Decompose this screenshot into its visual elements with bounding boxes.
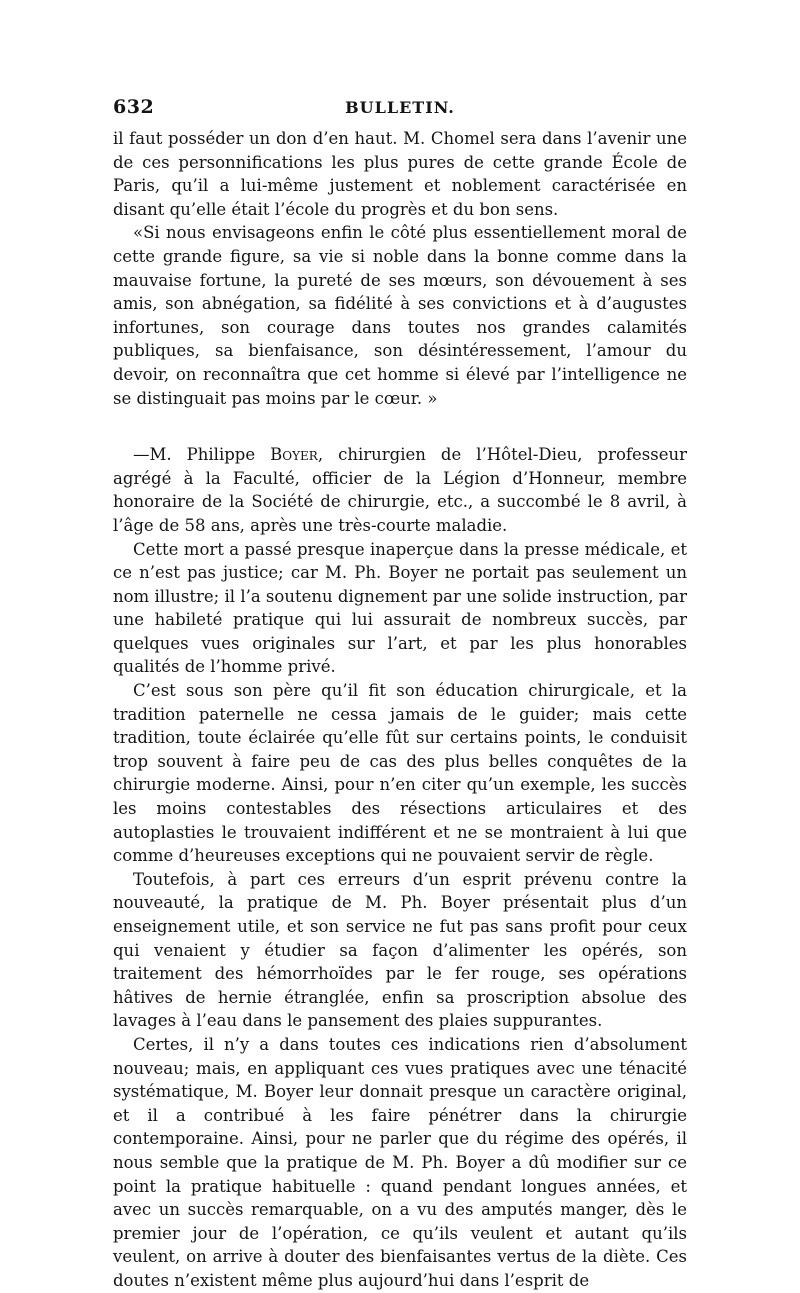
page-number: 632 (113, 96, 155, 118)
paragraph-chomel-continued: il faut posséder un don d’en haut. M. Chomel sera dans l’avenir une de ces personnifications les plus pures de cette grande École de Paris, qu’il a lui-même justement et noblement caractérisée en disant qu’elle était l’école du progrès et du bon sens. (113, 129, 687, 219)
paragraph-chomel-quote: «Si nous envisageons enfin le côté plus essentiellement moral de cette grande figure, sa vie si noble dans la bonne comme dans la mauvaise fortune, la pureté de ses mœurs, son dévouement à ses amis, son abnégation, sa fidélité à ses convictions et à d’augustes infortunes, son courage dans toutes nos grandes calamités publiques, sa bienfaisance, son désintéressement, l’amour du devoir, on reconnaîtra que cet homme si élevé par l’intelligence ne se distinguait pas moins par le cœur. » (113, 223, 687, 408)
paragraph-boyer-practice: Toutefois, à part ces erreurs d’un esprit prévenu contre la nouveauté, la pratique de M. Ph. Boyer présentait plus d’un enseignement utile, et son service ne fut pas sans profit pour ceux qui venaient y étudier sa façon d’alimenter les opérés, son traitement des hémorrhoïdes par le fer rouge, ses opérations hâtives de hernie étranglée, enfin sa proscription absolue des lavages à l’eau dans le pansement des plaies suppurantes. (113, 869, 687, 1031)
obituary-surname: Boyer (270, 445, 318, 465)
paragraph-boyer-contribution: Certes, il n’y a dans toutes ces indications rien d’absolument nouveau; mais, en appliquant ces vues pratiques avec une ténacité systématique, M. Boyer leur donnait presque un caractère original, et il a contribué à les faire pénétrer dans la chirurgie contemporaine. Ainsi, pour ne parler que du régime des opérés, il nous semble que la pratique de M. Ph. Boyer a dû modifier sur ce point la pratique habituelle : quand pendant longues années, et avec un succès remarquable, on a vu des amputés manger, dès le premier jour de l’opération, ce qu’ils veulent et autant qu’ils veulent, on arrive à douter des bienfaisantes vertus de la diète. Ces doutes n’existent même plus aujourd’hui dans l’esprit de (113, 1034, 687, 1290)
section-gap (113, 410, 687, 443)
obituary-details: , chirurgien de l’Hôtel-Dieu, professeur agrégé à la Faculté, officier de la Légion d’Honneur, membre honoraire de la Société de chirurgie, etc., a succombé le 8 avril, à l’âge de 58 ans, après une très-courte maladie. (113, 445, 687, 535)
running-title: BULLETIN. (345, 98, 455, 117)
paragraph-boyer-reputation: Cette mort a passé presque inaperçue dans la presse médicale, et ce n’est pas justice; car M. Ph. Boyer ne portait pas seulement un nom illustre; il l’a soutenu dignement par une solide instruction, par une habileté pratique qui lui assurait de nombreux succès, par quelques vues originales sur l’art, et par les plus honorables qualités de l’homme privé. (113, 539, 687, 677)
paragraph-boyer-education: C’est sous son père qu’il fit son éducation chirurgicale, et la tradition paternelle ne cessa jamais de le guider; mais cette tradition, toute éclairée qu’elle fût sur certains points, le conduisit trop souvent à faire peu de cas des plus belles conquêtes de la chirurgie moderne. Ainsi, pour n’en citer qu’un exemple, les succès les moins contestables des résections articulaires et des autoplasties le trouvaient indifférent et ne se montraient à lui que comme d’heureuses exceptions qui ne pouvaient servir de règle. (113, 681, 687, 866)
page-header (113, 96, 687, 122)
book-page (113, 96, 687, 1293)
obituary-lead: —M. Philippe (133, 445, 271, 465)
paragraph-boyer-obituary (113, 443, 687, 537)
